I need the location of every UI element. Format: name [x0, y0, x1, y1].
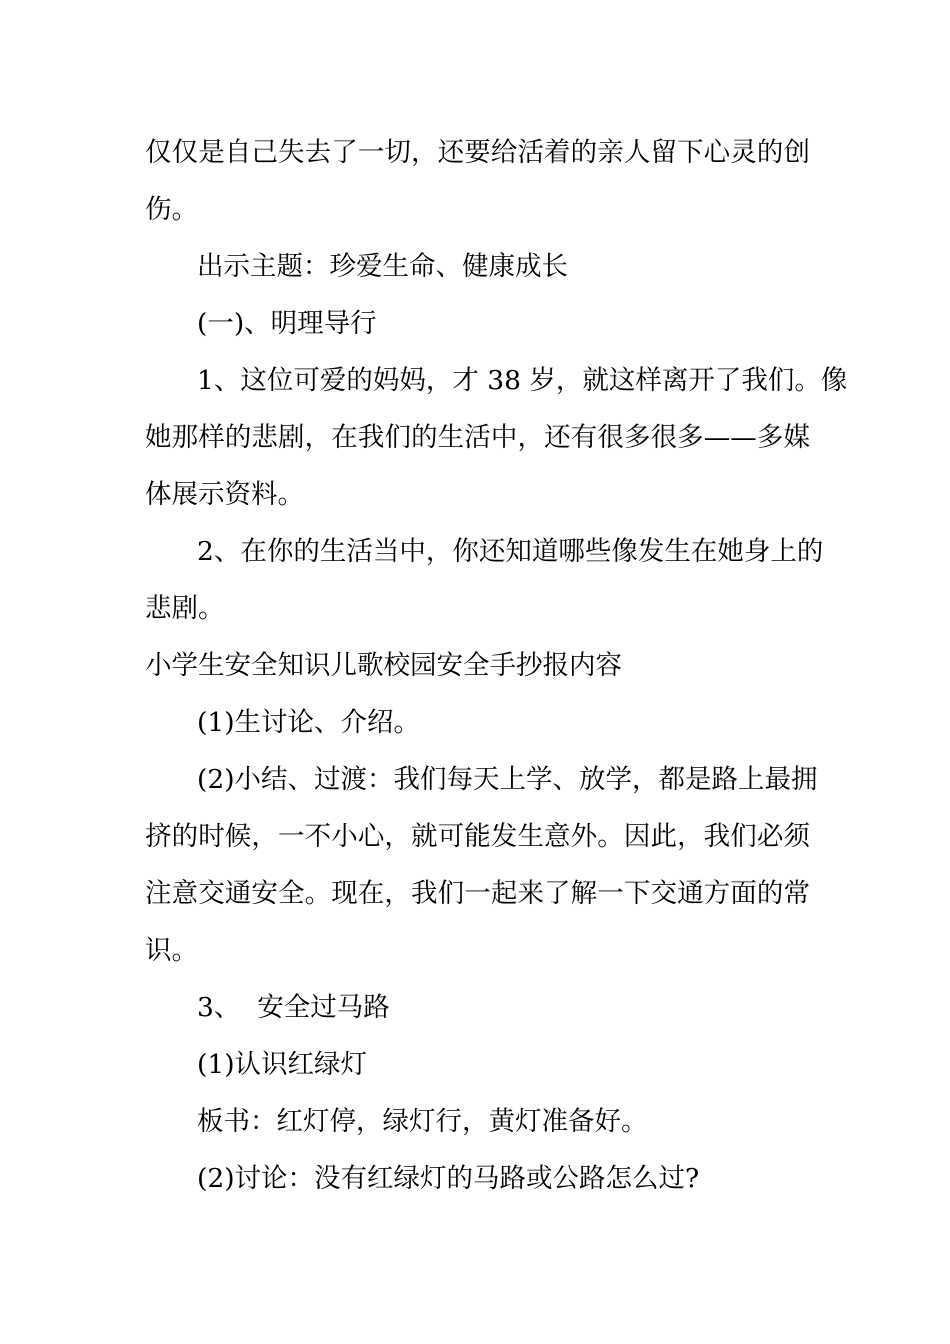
text-line: 板书：红灯停，绿灯行，黄灯准备好。: [197, 1106, 648, 1137]
text-line: 出示主题：珍爱生命、健康成长: [197, 251, 568, 282]
text-line: 识。: [145, 935, 198, 966]
text-line: (2)小结、过渡：我们每天上学、放学，都是路上最拥: [197, 764, 818, 795]
text-line: 仅仅是自己失去了一切，还要给活着的亲人留下心灵的创: [145, 137, 810, 168]
text-line: (1)生讨论、介绍。: [197, 707, 421, 738]
text-line: 2、在你的生活当中，你还知道哪些像发生在她身上的: [197, 536, 824, 567]
text-line: 3、 安全过马路: [197, 992, 390, 1023]
text-line: 1、这位可爱的妈妈，才 38 岁，就这样离开了我们。像: [197, 365, 848, 396]
text-line: 伤。: [145, 194, 198, 225]
text-line: 注意交通安全。现在，我们一起来了解一下交通方面的常: [145, 878, 810, 909]
text-line: (1)认识红绿灯: [197, 1049, 368, 1080]
text-line: 挤的时候，一不小心，就可能发生意外。因此，我们必须: [145, 821, 810, 852]
text-line: 悲剧。: [145, 593, 225, 624]
text-line: 她那样的悲剧，在我们的生活中，还有很多很多——多媒: [145, 422, 810, 453]
text-line: 小学生安全知识儿歌校园安全手抄报内容: [145, 650, 622, 681]
text-line: (2)讨论：没有红绿灯的马路或公路怎么过?: [197, 1163, 700, 1194]
text-line: 体展示资料。: [145, 479, 304, 510]
text-line: (一)、明理导行: [197, 308, 377, 339]
